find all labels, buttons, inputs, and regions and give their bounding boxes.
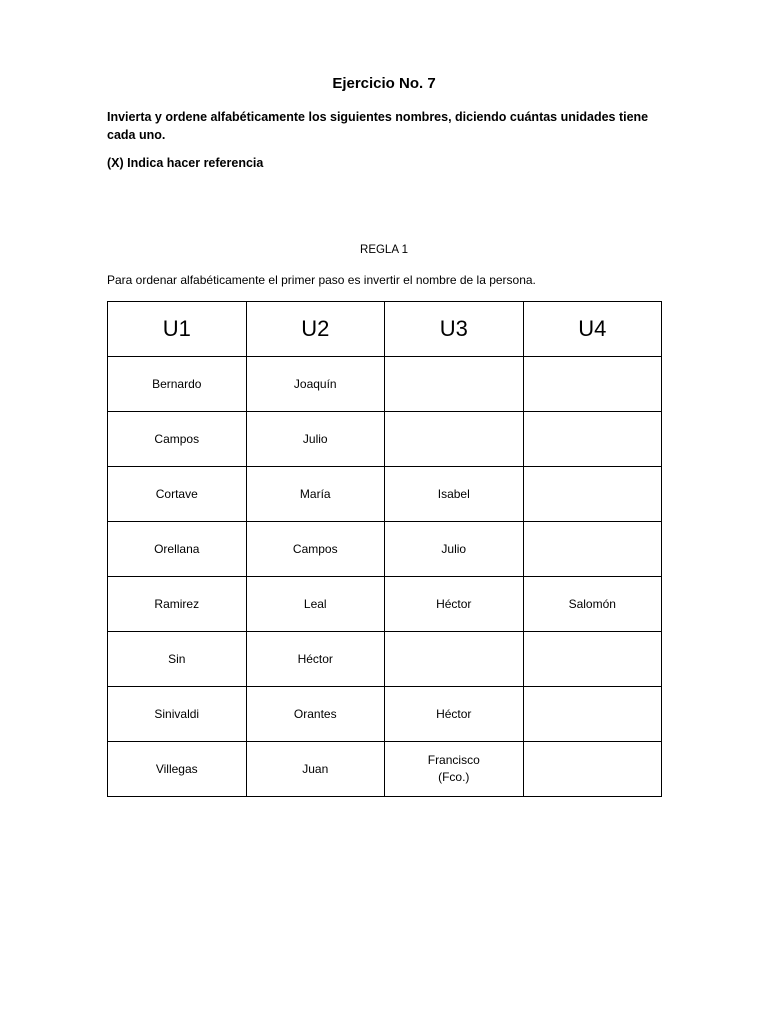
cell-text: Villegas — [155, 761, 198, 776]
table-cell — [108, 357, 247, 412]
table-cell — [523, 687, 662, 742]
cell-text: Leal — [303, 596, 327, 611]
cell-text: Julio — [441, 541, 467, 556]
cell-text: (Fco.) — [438, 770, 470, 784]
column-header-u1: U1 — [108, 302, 247, 357]
cell-text: María — [299, 486, 331, 501]
table-cell — [385, 577, 524, 632]
cell-text: Sin — [168, 651, 186, 666]
table-cell — [246, 357, 385, 412]
cell-text: Orellana — [154, 541, 200, 556]
table-cell — [108, 687, 247, 742]
column-header-u2: U2 — [246, 302, 385, 357]
cell-text: Héctor — [436, 596, 472, 611]
table-body — [108, 357, 662, 797]
table-row — [108, 577, 662, 632]
column-header-u3: U3 — [385, 302, 524, 357]
table-cell — [108, 742, 247, 797]
table-cell — [246, 412, 385, 467]
table-cell — [108, 412, 247, 467]
table-cell — [385, 632, 524, 687]
table-cell — [108, 522, 247, 577]
names-units-table — [107, 301, 662, 797]
cell-text: Campos — [292, 541, 338, 556]
exercise-title: Ejercicio No. 7 — [332, 75, 436, 92]
table-row — [108, 357, 662, 412]
table-row — [108, 687, 662, 742]
table-cell — [385, 687, 524, 742]
cell-text: Cortave — [155, 486, 198, 501]
table-cell — [246, 632, 385, 687]
table-row — [108, 632, 662, 687]
cell-text: Sinivaldi — [154, 706, 200, 721]
table-row — [108, 467, 662, 522]
table-header-row — [108, 302, 662, 357]
table-cell — [523, 742, 662, 797]
table-row — [108, 522, 662, 577]
cell-text: Julio — [302, 431, 328, 446]
table-cell — [108, 467, 247, 522]
table-cell — [385, 522, 524, 577]
cell-text: Orantes — [293, 706, 337, 721]
column-header-u4: U4 — [523, 302, 662, 357]
cell-text: Salomón — [568, 596, 616, 611]
cell-text: Campos — [154, 431, 200, 446]
cell-text: Juan — [302, 761, 329, 776]
table-row — [108, 412, 662, 467]
table-cell — [246, 522, 385, 577]
table-cell — [246, 467, 385, 522]
rule-description: Para ordenar alfabéticamente el primer paso es invertir el nombre de la persona. — [107, 273, 536, 287]
table-cell — [523, 632, 662, 687]
instructions-text: Invierta y ordene alfabéticamente los siguientes nombres, diciendo cuántas unidades tiene cada uno. — [107, 110, 649, 142]
table-cell — [385, 467, 524, 522]
table-row — [108, 742, 662, 797]
cell-text: Ramirez — [154, 596, 200, 611]
cell-text: Isabel — [437, 486, 470, 501]
cell-text: Héctor — [436, 706, 472, 721]
reference-text: Indica hacer referencia — [123, 156, 264, 170]
table-cell — [385, 412, 524, 467]
rule-heading: REGLA 1 — [360, 244, 408, 256]
cell-text: Héctor — [297, 651, 333, 666]
table-cell — [523, 577, 662, 632]
cell-text: Francisco — [427, 753, 480, 767]
table-cell — [523, 467, 662, 522]
reference-marker: (X) — [107, 156, 124, 170]
reference-note — [107, 156, 263, 170]
table-cell — [523, 412, 662, 467]
cell-text: Bernardo — [152, 376, 202, 391]
table-cell — [108, 632, 247, 687]
table-cell — [523, 522, 662, 577]
table-cell — [108, 577, 247, 632]
table-cell — [246, 742, 385, 797]
table-cell — [523, 357, 662, 412]
table-cell — [385, 742, 524, 797]
table-cell — [385, 357, 524, 412]
table-cell — [246, 687, 385, 742]
table-cell — [246, 577, 385, 632]
cell-text: Joaquín — [293, 376, 337, 391]
